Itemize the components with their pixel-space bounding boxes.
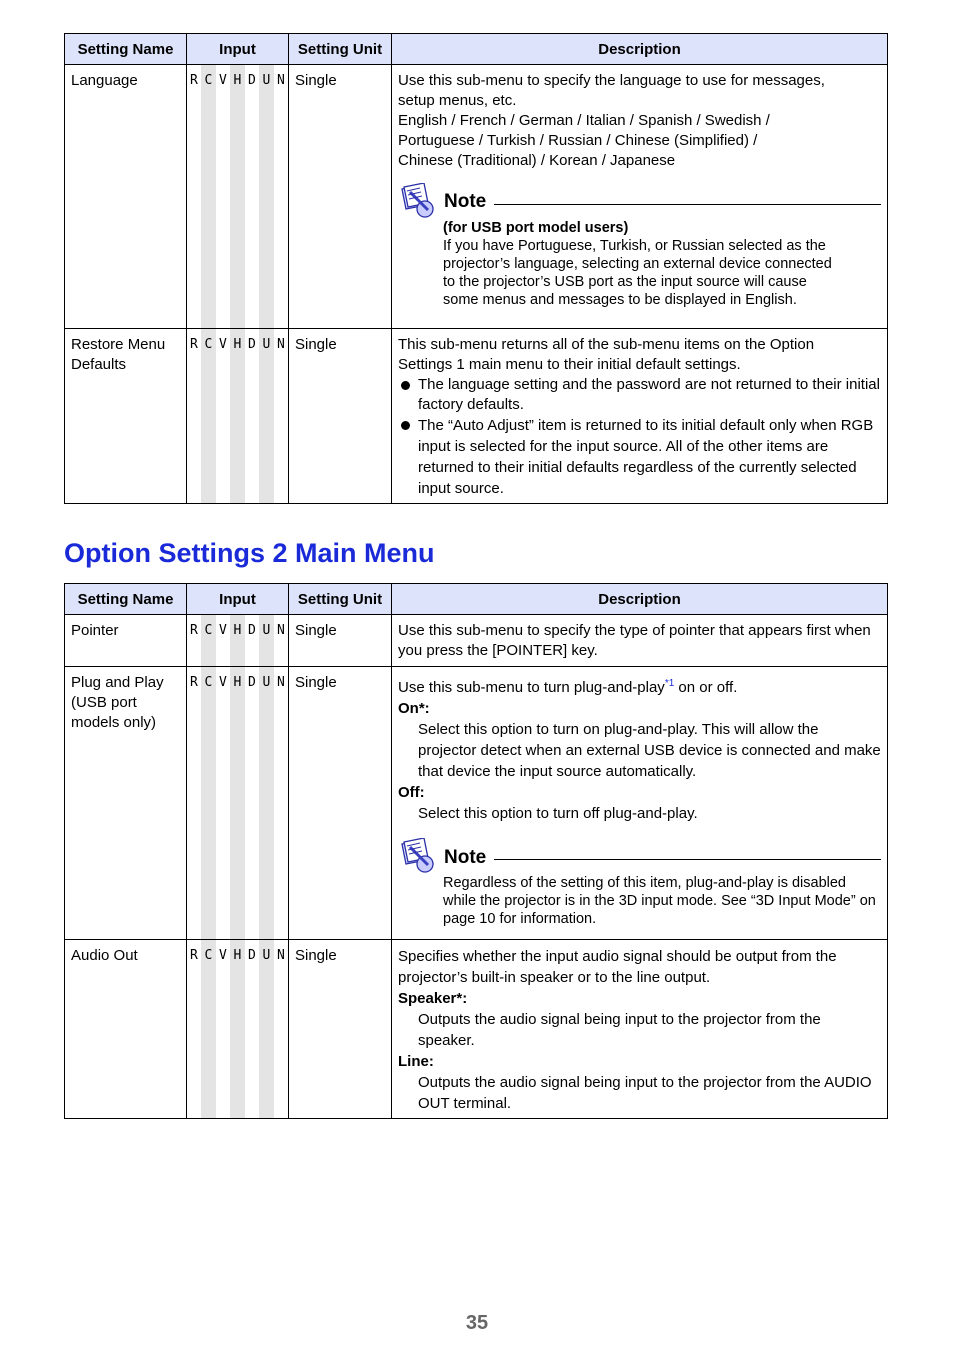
input-code: R xyxy=(190,337,198,352)
input-code: H xyxy=(233,948,242,963)
input-code-letters xyxy=(190,621,292,641)
input-code: N xyxy=(277,73,285,88)
setting-unit: Single xyxy=(289,940,392,1119)
input-code: C xyxy=(204,948,213,963)
input-code: D xyxy=(248,675,256,690)
table-row xyxy=(65,940,888,1119)
table-row xyxy=(65,329,888,504)
note-box xyxy=(398,840,881,928)
note-subtitle: (for USB port model users) xyxy=(443,220,629,236)
bullet-dot-icon xyxy=(401,381,410,390)
input-stripes xyxy=(187,329,288,503)
setting-name: Restore Menu Defaults xyxy=(65,329,187,504)
note-text: to the projector’s USB port as the input source will cause xyxy=(443,274,807,290)
setting-name: Pointer xyxy=(65,615,187,667)
input-codes xyxy=(187,65,289,329)
input-code: U xyxy=(262,73,271,88)
desc-line: Settings 1 main menu to their initial default settings. xyxy=(398,356,741,373)
settings-table-1 xyxy=(64,33,888,504)
option-text: Select this option to turn off plug-and-play. xyxy=(418,805,698,822)
desc-intro: Specifies whether the input audio signal should be output from the projector’s built-in speaker or to the line output. xyxy=(398,948,837,986)
input-code: V xyxy=(219,73,227,88)
input-code: C xyxy=(204,623,213,638)
option-text: Outputs the audio signal being input to the projector from the speaker. xyxy=(418,1011,821,1049)
header-setting-name: Setting Name xyxy=(65,34,187,65)
input-stripes xyxy=(187,667,288,939)
input-code: D xyxy=(248,73,256,88)
input-code: V xyxy=(219,675,227,690)
input-code: H xyxy=(233,675,242,690)
option-text: Outputs the audio signal being input to the projector from the AUDIO OUT terminal. xyxy=(418,1074,872,1112)
input-stripes xyxy=(187,940,288,1118)
input-codes xyxy=(187,667,289,940)
input-code: D xyxy=(248,337,256,352)
note-title: Note xyxy=(444,846,487,868)
input-code: U xyxy=(262,675,271,690)
input-code: C xyxy=(204,675,213,690)
desc-intro: Use this sub-menu to turn plug-and-play$^{*1}$ on or off. xyxy=(398,678,738,696)
header-description: Description xyxy=(392,584,888,615)
note-text: Regardless of the setting of this item, plug-and-play is disabled while the projector is in the 3D input mode. See “3D Input Mode” on page 10 for information. xyxy=(443,875,876,927)
input-code: H xyxy=(233,337,242,352)
input-code-letters xyxy=(190,946,292,966)
setting-name: Language xyxy=(65,65,187,329)
header-setting-unit: Setting Unit xyxy=(289,584,392,615)
input-codes xyxy=(187,940,289,1119)
description xyxy=(392,940,888,1119)
bullet-item: The language setting and the password are not returned to their initial factory defaults. xyxy=(398,375,881,415)
setting-unit: Single xyxy=(289,329,392,504)
input-codes xyxy=(187,615,289,667)
input-code: R xyxy=(190,623,198,638)
section-title: Option Settings 2 Main Menu xyxy=(64,538,435,568)
note-pencil-icon xyxy=(398,838,440,876)
input-code: U xyxy=(262,948,271,963)
header-input: Input xyxy=(187,584,289,615)
input-code: H xyxy=(233,73,242,88)
desc-line: English / French / German / Italian / Spanish / Swedish / xyxy=(398,112,770,129)
input-code-letters xyxy=(190,71,292,91)
settings-table-2 xyxy=(64,583,888,1119)
note-pencil-icon xyxy=(398,183,440,221)
description xyxy=(392,329,888,504)
input-code: N xyxy=(277,675,285,690)
description xyxy=(392,667,888,940)
input-code: R xyxy=(190,948,198,963)
input-code: N xyxy=(277,337,285,352)
page-number: 35 xyxy=(465,1312,489,1334)
input-codes xyxy=(187,329,289,504)
input-code: C xyxy=(204,337,213,352)
header-setting-unit: Setting Unit xyxy=(289,34,392,65)
note-text: some menus and messages to be displayed in English. xyxy=(443,292,797,308)
header-description: Description xyxy=(392,34,888,65)
option-label: Speaker*: xyxy=(398,990,468,1007)
setting-name: Plug and Play (USB port models only) xyxy=(65,667,187,940)
note-divider xyxy=(494,204,881,205)
option-text: Select this option to turn on plug-and-play. This will allow the projector detect when an external USB device is connected and make that device the input source automatically. xyxy=(418,721,881,780)
description: Use this sub-menu to specify the type of pointer that appears first when you press the [POINTER] key. xyxy=(392,615,888,667)
bullet-dot-icon xyxy=(401,421,410,430)
input-code: V xyxy=(219,948,227,963)
input-code: U xyxy=(262,623,271,638)
input-code-letters xyxy=(190,673,292,693)
header-setting-name: Setting Name xyxy=(65,584,187,615)
input-code: N xyxy=(277,948,285,963)
option-label: Line: xyxy=(398,1053,434,1070)
option-label: Off: xyxy=(398,784,425,801)
bullet-item: The “Auto Adjust” item is returned to its initial default only when RGB input is selected for the input source. All of the other items are returned to their initial defaults regardless of the currently selected input source. xyxy=(398,415,881,499)
desc-line: Use this sub-menu to specify the language to use for messages, xyxy=(398,72,825,89)
input-code: R xyxy=(190,73,198,88)
header-input: Input xyxy=(187,34,289,65)
input-code-letters xyxy=(190,335,292,355)
description xyxy=(392,65,888,329)
note-title: Note xyxy=(444,191,487,212)
setting-unit: Single xyxy=(289,615,392,667)
setting-unit: Single xyxy=(289,667,392,940)
setting-name: Audio Out xyxy=(65,940,187,1119)
option-label: On*: xyxy=(398,700,430,717)
note-divider xyxy=(494,859,881,860)
input-code: V xyxy=(219,337,227,352)
table-row xyxy=(65,615,888,667)
note-box xyxy=(398,185,881,309)
setting-unit: Single xyxy=(289,65,392,329)
desc-line: Portuguese / Turkish / Russian / Chinese (Simplified) / xyxy=(398,132,758,149)
table-row xyxy=(65,65,888,329)
desc-line: Chinese (Traditional) / Korean / Japanese xyxy=(398,152,676,169)
input-code: N xyxy=(277,623,285,638)
note-text: projector’s language, selecting an external device connected xyxy=(443,256,832,272)
input-code: H xyxy=(233,623,242,638)
input-code: C xyxy=(204,73,213,88)
input-code: D xyxy=(248,948,256,963)
input-code: R xyxy=(190,675,198,690)
table-row xyxy=(65,667,888,940)
desc-line: setup menus, etc. xyxy=(398,92,517,109)
desc-line: This sub-menu returns all of the sub-menu items on the Option xyxy=(398,336,815,353)
input-code: U xyxy=(262,337,271,352)
input-code: D xyxy=(248,623,256,638)
input-stripes xyxy=(187,65,288,328)
note-text: If you have Portuguese, Turkish, or Russian selected as the xyxy=(443,238,826,254)
input-code: V xyxy=(219,623,227,638)
